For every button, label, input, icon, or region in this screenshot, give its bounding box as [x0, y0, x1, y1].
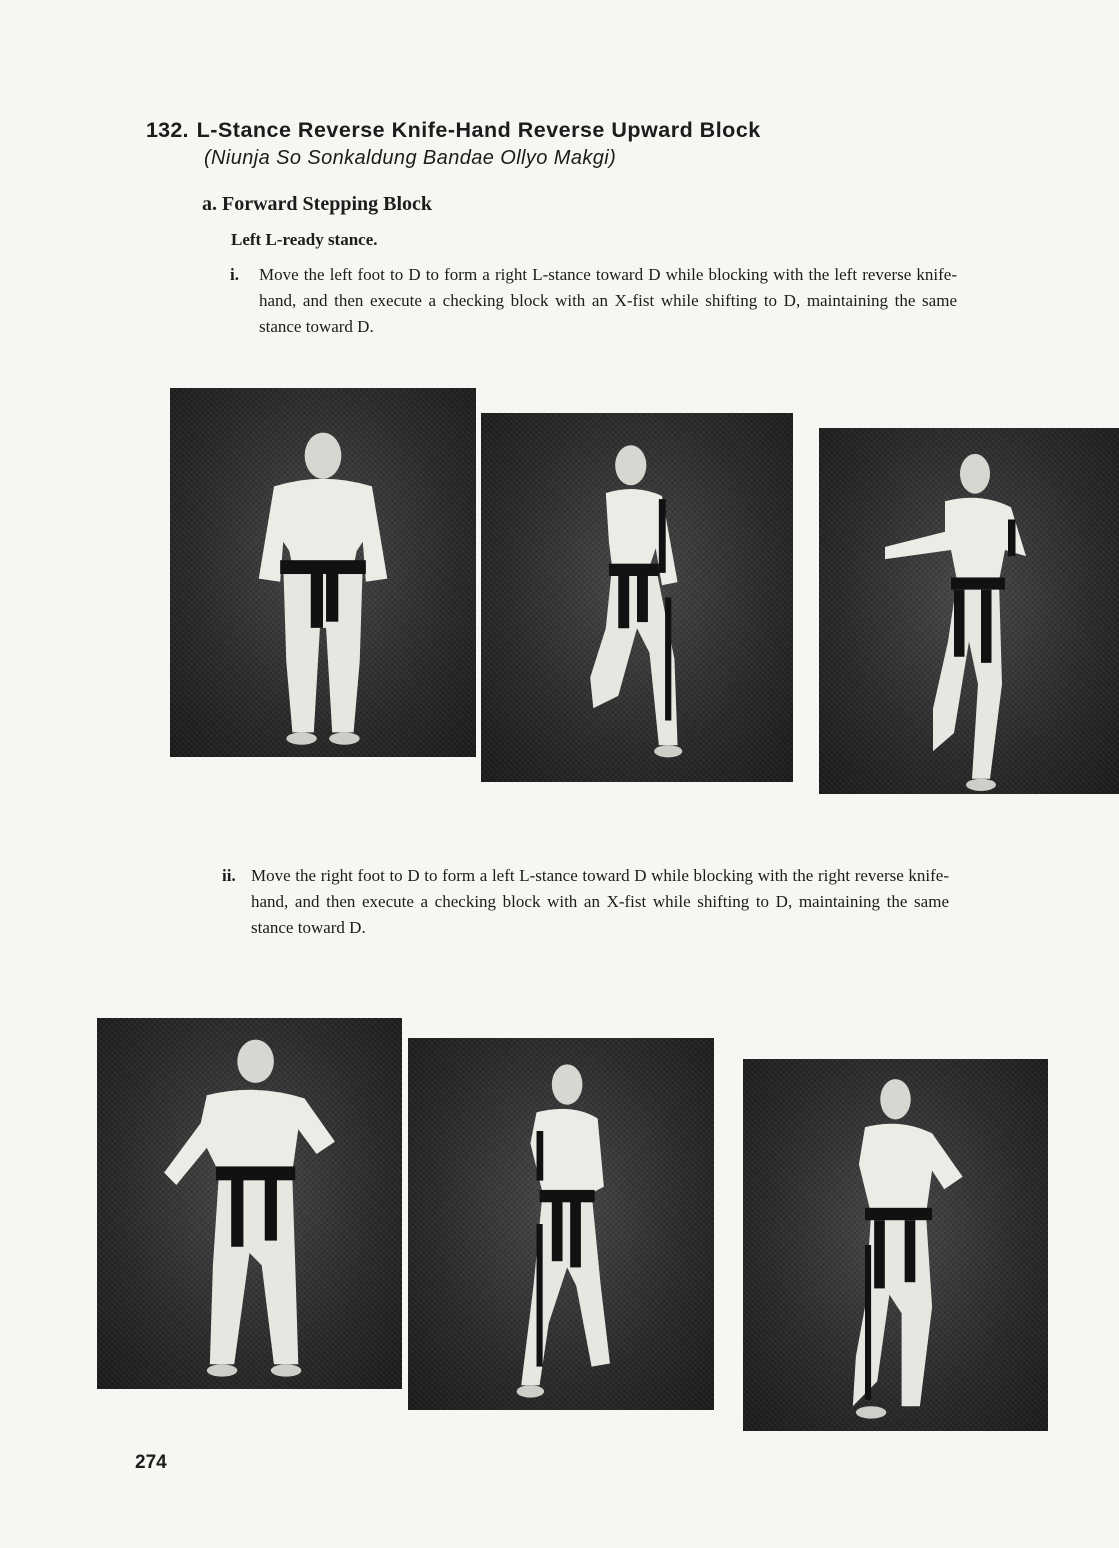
ready-stance: Left L-ready stance.	[231, 230, 378, 249]
heading-subtitle: (Niunja So Sonkaldung Bandae Ollyo Makgi)	[204, 147, 617, 169]
figure-icon	[743, 1059, 1048, 1431]
photo-step-1-a	[170, 388, 476, 757]
heading	[146, 118, 761, 143]
figure-icon	[170, 388, 476, 757]
figure-icon	[819, 428, 1119, 794]
photo-step-1-b	[481, 413, 793, 782]
figure-icon	[97, 1018, 402, 1389]
heading-number: 132.	[146, 118, 189, 142]
photo-step-1-c	[819, 428, 1119, 794]
step-2-text: Move the right foot to D to form a left L-stance toward D while blocking with the right reverse knife-hand, and then execute a checking block with an X-fist while shifting to D, maintaining the same stance toward D.	[251, 866, 949, 937]
figure-icon	[481, 413, 793, 782]
figure-icon	[408, 1038, 714, 1410]
section-label: a. Forward Stepping Block	[202, 193, 433, 215]
page-number: 274	[135, 1452, 167, 1473]
step-1-text: Move the left foot to D to form a right L-stance toward D while blocking with the left reverse knife-hand, and then execute a checking block with an X-fist while shifting to D, maintaining the same stance toward D.	[259, 265, 957, 336]
step-1	[230, 262, 957, 340]
step-1-marker: i.	[230, 265, 239, 284]
photo-step-2-b	[408, 1038, 714, 1410]
photo-step-2-c	[743, 1059, 1048, 1431]
heading-title: L-Stance Reverse Knife-Hand Reverse Upward Block	[196, 118, 761, 142]
step-2-marker: ii.	[222, 866, 236, 885]
step-2	[222, 863, 949, 941]
photo-step-2-a	[97, 1018, 402, 1389]
